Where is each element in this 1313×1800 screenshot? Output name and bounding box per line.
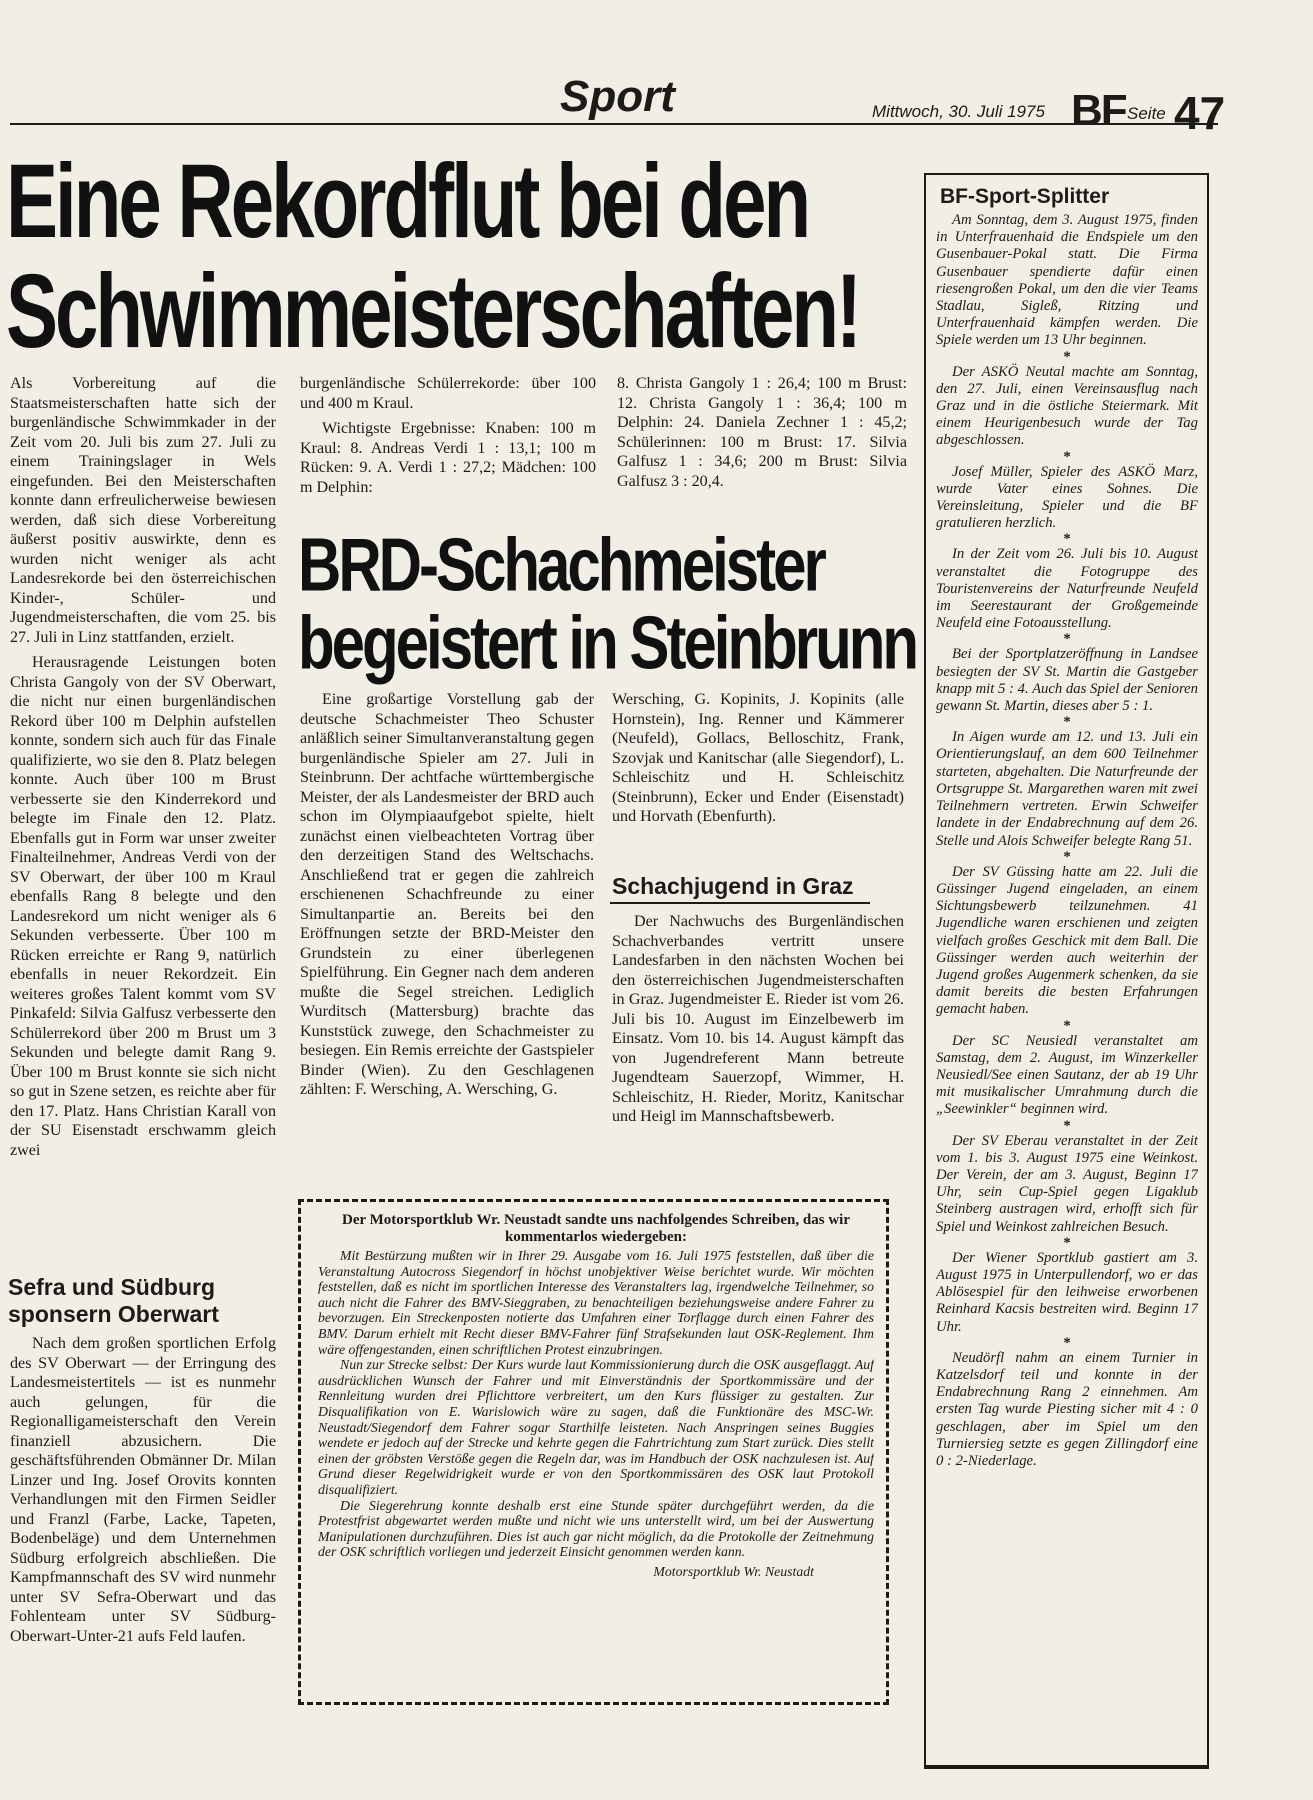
sidebar-separator: * [1063, 348, 1071, 365]
youth-chess-article [612, 912, 904, 1192]
sidebar-separator: * [1063, 1117, 1071, 1134]
header-rule [10, 123, 1218, 125]
chess-col-a-para: Eine großartige Vorstellung gab der deutsche Schachmeister Theo Schuster anläßlich seiner Simultanveranstaltung gegen burgenländische Spieler am 27. Juli in Steinbrunn. Der achtfache württembergische Meister, der als Landesmeister der BRD auch schon im Olympiaaufgebot spielte, hielt zunächst einen vielbeachteten Vortrag über den derzeitigen Stand des Weltschachs. Anschließend trat er gegen die zahlreich erschienenen Schachfreunde zu einer Simultanpartie an. Bereits bei den Eröffnungen setzte der BRD-Meister den Grundstein zu einer überlegenen Spielführung. Ein Gegner nach dem anderen mußte die Segel streichen. Lediglich Wurditsch (Mattersburg) brachte das Kunststück zuwege, den Schachmeister zu besiegen. Ein Remis erreichte der Gastspieler Binder (Wien). Zu den Geschlagenen zählten: F. Wersching, A. Wersching, G. [300, 691, 594, 1098]
chess-article-col-a [300, 690, 594, 1190]
sidebar-item: In Aigen wurde am 12. und 13. Juli ein Orientierungslauf, an dem 600 Teilnehmer starteten, abgehalten. Die Naturfreunde der Ortsgruppe St. Margarethen waren mit zwei Teilnehmern vertreten. Erwin Schweifer landete in der Endabrechnung auf dem 26. Stelle und Alois Schweifer belegte Rang 51. [936, 729, 1198, 849]
notice-para: Nun zur Strecke selbst: Der Kurs wurde laut Kommissionierung durch die OSK ausgeflaggt. Auf ausdrücklichen Wunsch der Fahrer und mit Einverständnis der Sportkommissäre und der Rennleitung wurden drei Pflichttore verbreitert, um den Kurs flüssiger zu gestalten. Zur Disqualifikation von E. Warislowich wäre zu sagen, daß die Funktionäre des MSC-Wr. Neustadt/Siegendorf dem Fahrer sogar Starthilfe leisteten. Nach Anspringen seines Buggies wendete er jedoch auf der Strecke und kehrte gegen die Fahrtrichtung zum Start zurück. Dies stellt einen der gröbsten Verstöße gegen die Regeln dar, was im Handbuch der OSK nachzulesen ist. Auf Grund dieser Regelwidrigkeit wurde er von den Sportkommissären des OSK laut Protokoll disqualifiziert. [318, 1357, 874, 1497]
sidebar-separator: * [1063, 848, 1071, 865]
section-name: Sport [560, 72, 675, 121]
chess-article-col-b [612, 690, 904, 860]
chess-headline-line1: BRD-Schachmeister [298, 523, 824, 607]
swim-col1-para: Als Vorbereitung auf die Staatsmeisterschaften hatte sich der burgenländische Schwimmkader in der Zeit vom 20. Juli bis zum 27. Juli zu einem Trainingslager in Wels eingefunden. Bei den Meisterschaften konnte dann erfreulicherweise bewiesen werden, daß sich diese Vorbereitung äußerst positiv auswirkte, denn es wurden nicht weniger als acht Landesrekorde bei den österreichischen Kinder-, Schüler- und Jugendmeisterschaften, die vom 25. bis 27. Juli in Linz stattfanden, erzielt. [10, 375, 276, 646]
sidebar-separator: * [1063, 714, 1071, 731]
sefra-article [10, 1334, 276, 1734]
swim-col2-para: burgenländische Schülerrekorde: über 100 und 400 m Kraul. [300, 375, 596, 412]
main-headline-line1: Eine Rekordflut bei den [6, 141, 809, 261]
sidebar-item: Am Sonntag, dem 3. August 1975, finden in Unterfrauenhaid die Endspiele um den Gusenbauer-Pokal statt. Die Firma Gusenbauer spendierte dafür einen riesengroßen Pokal, um den die vier Teams Stadlau, Sigleß, Ritzing und Unterfrauenhaid kämpfen werden. Die Spiele werden um 13 Uhr beginnen. [936, 212, 1198, 349]
sidebar-top-rule [924, 173, 1209, 175]
newspaper-logo: BF [1071, 86, 1126, 135]
chess-col-b-para: Wersching, G. Kopinits, J. Kopinits (alle Hornstein), Ing. Renner und Kämmerer (Neufeld), Gollacs, Belloschitz, Frank, Szovjak und Kanitschar (alle Siegendorf), L. Schleischitz und H. Schleischitz (Steinbrunn), Ecker und Ender (Eisenstadt) und Horvath (Ebenfurth). [612, 691, 904, 825]
sidebar-separator: * [1063, 631, 1071, 648]
youth-chess-title-rule [610, 902, 870, 904]
main-headline-line2: Schwimmeisterschaften! [6, 251, 859, 371]
swim-col2-para: Wichtigste Ergebnisse: Knaben: 100 m Kraul: 8. Andreas Verdi 1 : 13,1; 100 m Rücken: 9. A. Verdi 1 : 27,2; Mädchen: 100 m Delphin: [300, 420, 596, 496]
sefra-para: Nach dem großen sportlichen Erfolg des SV Oberwart — der Erringung des Landesmeistertitels — ist es nunmehr auch gelungen, für die Regionalligameisterschaft den Verein finanziell abzusichern. Die geschäftsführenden Obmänner Dr. Milan Linzer und Ing. Josef Orovits konnten Verhandlungen mit den Firmen Seidler und Franzl (Farbe, Lacke, Tapeten, Bodenbeläge) und dem Unternehmen Südburg erfolgreich abschließen. Die Kampfmannschaft des SV wird nunmehr unter SV Sefra-Oberwart und das Fohlenteam unter SV Südburg-Oberwart-Unter-21 aufs Feld laufen. [10, 1335, 276, 1645]
sidebar-items [936, 212, 1198, 1712]
notice-signature: Motorsportklub Wr. Neustadt [653, 1563, 814, 1579]
swim-col3-para: 8. Christa Gangoly 1 : 26,4; 100 m Brust: 12. Christa Gangoly 1 : 36,4; 100 m Delphin: 24. Daniela Zechner 1 : 45,2; Schülerinnen: 100 m Brust: 17. Silvia Galfusz 1 : 34,6; 200 m Brust: Silvia Galfusz 3 : 20,4. [617, 375, 907, 490]
sidebar-item: Neudörfl nahm an einem Turnier in Katzelsdorf teil und konnte in der Endabrechnung Rang 2 einnehmen. Am ersten Tag wurde Piesting sicher mit 4 : 0 geschlagen, aber im Spiel um den Turniersieg setzte es gegen Zillingdorf eine 0 : 2-Niederlage. [936, 1349, 1198, 1469]
sidebar-item: Der Wiener Sportklub gastiert am 3. August 1975 in Unterpullendorf, wo er das Ablösespiel für den leihweise erworbenen Reinhard Kacsis bestreiten wird. Beginn 17 Uhr. [936, 1249, 1198, 1335]
sidebar-item: Josef Müller, Spieler des ASKÖ Marz, wurde Vater eines Sohnes. Die Vereinsleitung, Spieler und die BF gratulieren herzlich. [936, 463, 1198, 532]
swim-col1-para: Herausragende Leistungen boten Christa Gangoly von der SV Oberwart, die nicht nur einen burgenländischen Rekord über 100 m Delphin aufstellen konnte, sondern sich auch für das Finale qualifizierte, wo sie den 8. Platz belegen konnte. Auch über 100 m Brust verbesserte sie den Kinderrekord und belegte im Finale den 12. Platz. Ebenfalls gut in Form war unser zweiter Finalteilnehmer, Andreas Verdi von der SV Oberwart, der über 100 m Kraul ebenfalls Rang 8 belegte und den Landesrekord um nicht weniger als 6 Sekunden verbesserte. Über 100 m Rücken erreichte er Rang 9, natürlich ebenfalls in neuer Rekordzeit. Ein weiteres großes Talent kommt vom SV Pinkafeld: Silvia Galfusz verbesserte den Schülerrekord über 200 m Brust um 3 Sekunden und belegte damit Rang 9. Über 100 m Brust konnte sie sich nicht so gut in Szene setzen, es reichte aber für den 17. Platz. Hans Christian Karall von der SU Eisenstadt erschwamm gleich zwei [10, 654, 276, 1159]
sidebar-item: Der ASKÖ Neutal machte am Sonntag, den 27. Juli, einen Vereinsausflug nach Graz und in die östliche Steiermark. Mit einem Heurigenbesuch wurde der Tag abgeschlossen. [936, 363, 1198, 449]
sidebar-item: In der Zeit vom 26. Juli bis 10. August veranstaltet die Fotogruppe des Touristenvereins der Naturfreunde Neufeld im Seerestaurant der Großgemeinde Neufeld eine Fotoausstellung. [936, 546, 1198, 632]
sefra-title-line2: sponsern Oberwart [8, 1301, 219, 1327]
swim-article-col2 [300, 374, 596, 504]
swim-article-col3 [617, 374, 907, 504]
sidebar-item: Der SC Neusiedl veranstaltet am Samstag, dem 2. August, im Winzerkeller Neusiedl/See einen Sautanz, der ab 19 Uhr mit musikalischer Umrahmung durch die „Seewinkler“ beginnen wird. [936, 1032, 1198, 1118]
notice-para: Die Siegerehrung konnte deshalb erst eine Stunde später durchgeführt werden, da die Protestfrist abgewartet werden mußte und nicht wie uns unterstellt wird, um bei der Auswertung Manipulationen durchzuführen. Dies ist auch gar nicht möglich, da die Protokolle der Zeitnehmung der OSK schriftlich vorliegen und jederzeit Einsicht genommen werden kann. [318, 1497, 874, 1560]
sidebar-item: Bei der Sportplatzeröffnung in Landsee besiegten der SV St. Martin die Gastgeber knapp mit 5 : 4. Auch das Spiel der Senioren gewann St. Martin, dieses aber 5 : 1. [936, 646, 1198, 715]
sidebar-separator: * [1063, 1334, 1071, 1351]
sidebar-separator: * [1063, 448, 1071, 465]
sefra-title-line1: Sefra und Südburg [8, 1274, 215, 1300]
notice-lead: Der Motorsportklub Wr. Neustadt sandte uns nachfolgendes Schreiben, das wir kommentarlos wiedergeben: [342, 1212, 850, 1245]
swim-article-col1 [10, 374, 276, 1238]
sidebar-item: Der SV Güssing hatte am 22. Juli die Güssinger Jugend eingeladen, an einem Sichtungsbewerb teilzunehmen. 41 Jugendliche waren erschienen und zeigten vielfach großes Geschick mit dem Ball. Die Güssinger werden auch weiterhin der Jugend großes Augenmerk schenken, da sie damit bereits die besten Erfahrungen gemacht haben. [936, 863, 1198, 1018]
sidebar-separator: * [1063, 531, 1071, 548]
issue-date: Mittwoch, 30. Juli 1975 [872, 102, 1045, 121]
page-label: Seite [1127, 104, 1166, 123]
sidebar-title: BF-Sport-Splitter [940, 185, 1110, 208]
notice-body [318, 1248, 874, 1560]
chess-headline-line2: begeistert in Steinbrunn [298, 601, 917, 685]
youth-chess-para: Der Nachwuchs des Burgenländischen Schachverbandes vertritt unsere Landesfarben in den nächsten Wochen bei den österreichischen Jugendmeisterschaften in Graz. Jugendmeister E. Rieder ist vom 26. Juli bis 10. August im Einzelbewerb im Einsatz. Vom 10. bis 14. August kämpft das von Jugendreferent Mann betreute Jugendteam Sauerzopf, Wimmer, H. Schleischitz, H. Rieder, Moritz, Kanitschar und Heigl im Mannschaftsbewerb. [612, 913, 904, 1125]
sidebar-separator: * [1063, 1234, 1071, 1251]
page-number: 47 [1174, 87, 1226, 139]
sidebar-separator: * [1063, 1017, 1071, 1034]
notice-para: Mit Bestürzung mußten wir in Ihrer 29. Ausgabe vom 16. Juli 1975 feststellen, daß über die Veranstaltung Autocross Siegendorf in höchst unobjektiver Weise berichtet wurde. Wir möchten feststellen, daß es nicht im sportlichen Interesse des Veranstalters lag, irgendwelche Teilnehmer, so auch nicht die Fahrer des BMV-Sieggraben, zu benachteiligen beziehungsweise andere Fahrer zu bevorzugen. Ein Streckenposten notierte das Umfahren einer Torflagge durch einen Fahrer des BMV. Darum erhielt mit Recht dieser BMV-Fahrer fünf Strafsekunden laut OSK-Reglement. Ihm wäre offengestanden, einen schriftlichen Protest einzubringen. [318, 1248, 874, 1357]
sidebar-item: Der SV Eberau veranstaltet in der Zeit vom 1. bis 3. August 1975 eine Weinkost. Der Verein, der am 3. August, Beginn 17 Uhr, sein Cup-Spiel gegen Ligaklub Steinberg austragen wird, erhofft sich für Spiel und Weinkost zahlreichen Besuch. [936, 1132, 1198, 1235]
youth-chess-title: Schachjugend in Graz [612, 873, 854, 899]
notice-content [318, 1212, 874, 1699]
